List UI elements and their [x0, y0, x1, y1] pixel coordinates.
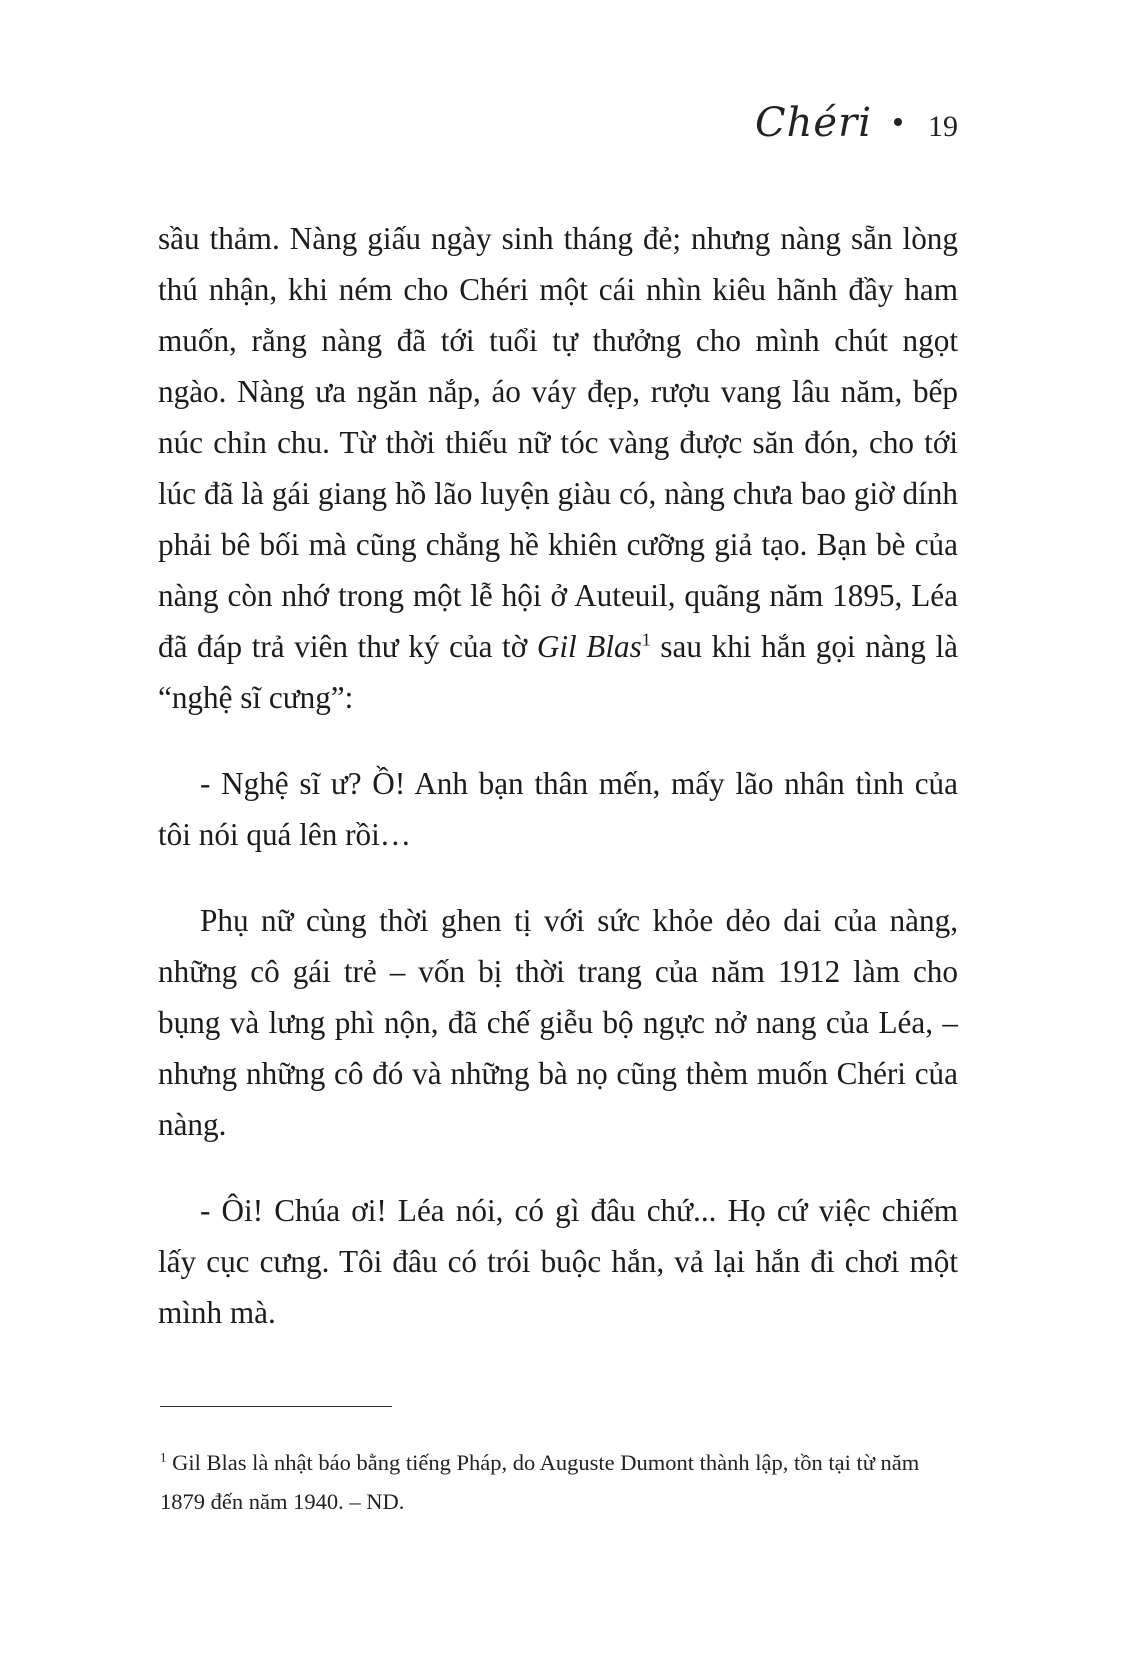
- page-number: 19: [928, 110, 958, 143]
- paragraph-4: - Ôi! Chúa ơi! Léa nói, có gì đâu chứ... Họ cứ việc chiếm lấy cục cưng. Tôi đâu có trói buộc hắn, vả lại hắn đi chơi một mình mà.: [158, 1193, 958, 1330]
- running-header: [755, 100, 958, 146]
- footnote-divider: [160, 1406, 392, 1407]
- paragraph-1: [158, 213, 958, 723]
- newspaper-title: Gil Blas: [536, 629, 642, 664]
- paragraph-2: - Nghệ sĩ ư? Ồ! Anh bạn thân mến, mấy lão nhân tình của tôi nói quá lên rồi…: [158, 766, 958, 852]
- paragraph-3: Phụ nữ cùng thời ghen tị với sức khỏe dẻo dai của nàng, những cô gái trẻ – vốn bị thời trang của năm 1912 làm cho bụng và lưng phì nộn, đã chế giễu bộ ngực nở nang của Léa, – nhưng những cô đó và những bà nọ cũng thèm muốn Chéri của nàng.: [158, 903, 958, 1142]
- paragraph-1-text: sầu thảm. Nàng giấu ngày sinh tháng đẻ; nhưng nàng sẵn lòng thú nhận, khi ném cho Chéri một cái nhìn kiêu hãnh đầy ham muốn, rằng nàng đã tới tuổi tự thưởng cho mình chút ngọt ngào. Nàng ưa ngăn nắp, áo váy đẹp, rượu vang lâu năm, bếp núc chỉn chu. Từ thời thiếu nữ tóc vàng được săn đón, cho tới lúc đã là gái giang hồ lão luyện giàu có, nàng chưa bao giờ dính phải bê bối mà cũng chẳng hề khiên cưỡng giả tạo. Bạn bè của nàng còn nhớ trong một lễ hội ở Auteuil, quãng năm 1895, Léa đã đáp trả viên thư ký của tờ: [158, 221, 958, 664]
- running-title: Chéri: [755, 100, 872, 146]
- header-bullet-icon: [894, 118, 902, 126]
- paragraph-1-ending: sau khi hắn gọi nàng là “nghệ sĩ cưng”:: [158, 629, 958, 715]
- footnote-text: Gil Blas là nhật báo bằng tiếng Pháp, do Auguste Dumont thành lập, tồn tại từ năm 1879 đến năm 1940. – ND.: [160, 1450, 920, 1514]
- footnote-reference: 1: [641, 629, 651, 650]
- main-text: [158, 213, 958, 1338]
- footnote-marker: 1: [160, 1449, 167, 1465]
- footnote: [160, 1443, 960, 1521]
